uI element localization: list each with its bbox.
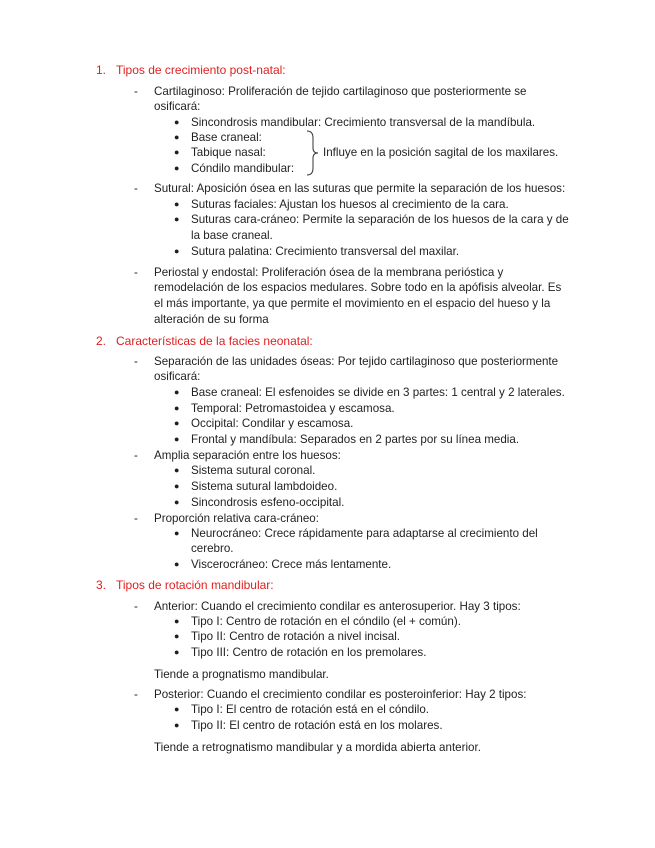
dash-marker: - (134, 688, 138, 701)
bullet-marker: ● (174, 199, 180, 209)
curly-brace (305, 130, 319, 176)
item-text: Periostal y endostal: Proliferación ósea de la membrana perióstica y (154, 266, 504, 279)
brace-text: Influye en la posición sagital de los maxilares. (323, 146, 559, 159)
bullet-marker: ● (174, 497, 180, 507)
bullet-marker: ● (174, 559, 180, 569)
section-number: 1. (96, 63, 107, 77)
item-text: Anterior: Cuando el crecimiento condilar es anterosuperior. Hay 3 tipos: (154, 600, 521, 613)
subitem-text: cerebro. (191, 542, 234, 555)
item-text: el más importante, ya que permite el movimiento en el espacio del hueso y la (154, 297, 551, 310)
subitem-text: Sistema sutural lambdoideo. (191, 480, 338, 493)
subitem-text: Base craneal: El esfenoides se divide en 3 partes: 1 central y 2 laterales. (191, 386, 565, 399)
section-heading-3 (96, 578, 274, 592)
dash-marker: - (134, 182, 138, 195)
subitem-text: Suturas cara-cráneo: Permite la separación de los huesos de la cara y de (191, 213, 569, 226)
dash-marker: - (134, 266, 138, 279)
subitem-text: Tipo III: Centro de rotación en los premolares. (191, 646, 427, 659)
subitem-text: Frontal y mandíbula: Separados en 2 partes por su línea media. (191, 433, 520, 446)
bullet-marker: ● (174, 528, 180, 538)
item-text: Amplia separación entre los huesos: (154, 449, 341, 462)
subitem-text: Tipo I: El centro de rotación está en el cóndilo. (191, 703, 430, 716)
bullet-marker: ● (174, 465, 180, 475)
dash-marker: - (134, 600, 138, 613)
section-heading-1 (96, 63, 286, 77)
dash-marker: - (134, 85, 138, 98)
bullet-marker: ● (174, 246, 180, 256)
bullet-marker: ● (174, 647, 180, 657)
subitem-text: Occipital: Condilar y escamosa. (191, 417, 354, 430)
subitem-text: Viscerocráneo: Crece más lentamente. (191, 558, 392, 571)
bullet-marker: ● (174, 147, 180, 157)
subitem-text: Tabique nasal: (191, 146, 266, 159)
bullet-marker: ● (174, 481, 180, 491)
bullet-marker: ● (174, 720, 180, 730)
section-heading-2 (96, 334, 313, 348)
bullet-marker: ● (174, 418, 180, 428)
subitem-text: Base craneal: (191, 131, 262, 144)
bullet-marker: ● (174, 616, 180, 626)
section-title: Características de la facies neonatal: (116, 334, 313, 348)
dash-marker: - (134, 355, 138, 368)
bullet-marker: ● (174, 117, 180, 127)
subitem-text: Neurocráneo: Crece rápidamente para adaptarse al crecimiento del (191, 527, 538, 540)
subitem-text: Tipo II: El centro de rotación está en los molares. (191, 719, 443, 732)
bullet-marker: ● (174, 631, 180, 641)
dash-marker: - (134, 449, 138, 462)
item-text: alteración de su forma (154, 313, 269, 326)
item-text: Proporción relativa cara-cráneo: (154, 512, 319, 525)
bullet-marker: ● (174, 403, 180, 413)
note-text: Tiende a retrognatismo mandibular y a mordida abierta anterior. (154, 741, 481, 754)
subitem-text: Tipo I: Centro de rotación en el cóndilo (el + común). (191, 615, 461, 628)
bullet-marker: ● (174, 387, 180, 397)
bullet-marker: ● (174, 434, 180, 444)
subitem-text: Sutura palatina: Crecimiento transversal del maxilar. (191, 245, 460, 258)
item-text: Cartilaginoso: Proliferación de tejido cartilaginoso que posteriormente se (154, 85, 527, 98)
item-text: Posterior: Cuando el crecimiento condilar es posteroinferior: Hay 2 tipos: (154, 688, 527, 701)
item-text: Sutural: Aposición ósea en las suturas que permite la separación de los huesos: (154, 182, 566, 195)
subitem-text: Sistema sutural coronal. (191, 464, 316, 477)
section-title: Tipos de crecimiento post-natal: (116, 63, 286, 77)
item-text: osificará: (154, 100, 201, 113)
bullet-marker: ● (174, 132, 180, 142)
subitem-text: Cóndilo mandibular: (191, 162, 295, 175)
subitem-text: la base craneal. (191, 229, 273, 242)
dash-marker: - (134, 512, 138, 525)
item-text: remodelación de los espacios medulares. Sobre todo en la apófisis alveolar. Es (154, 281, 562, 294)
subitem-text: Tipo II: Centro de rotación a nivel incisal. (191, 630, 401, 643)
note-text: Tiende a prognatismo mandibular. (154, 668, 329, 681)
section-number: 2. (96, 334, 107, 348)
item-text: osificará: (154, 370, 201, 383)
subitem-text: Suturas faciales: Ajustan los huesos al crecimiento de la cara. (191, 198, 509, 211)
subitem-text: Temporal: Petromastoidea y escamosa. (191, 402, 395, 415)
section-number: 3. (96, 578, 107, 592)
section-title: Tipos de rotación mandibular: (116, 578, 274, 592)
item-text: Separación de las unidades óseas: Por tejido cartilaginoso que posteriormente (154, 355, 559, 368)
subitem-text: Sincondrosis esfeno-occipital. (191, 496, 345, 509)
subitem-text: Sincondrosis mandibular: Crecimiento transversal de la mandíbula. (191, 116, 536, 129)
bullet-marker: ● (174, 163, 180, 173)
bullet-marker: ● (174, 214, 180, 224)
bullet-marker: ● (174, 704, 180, 714)
